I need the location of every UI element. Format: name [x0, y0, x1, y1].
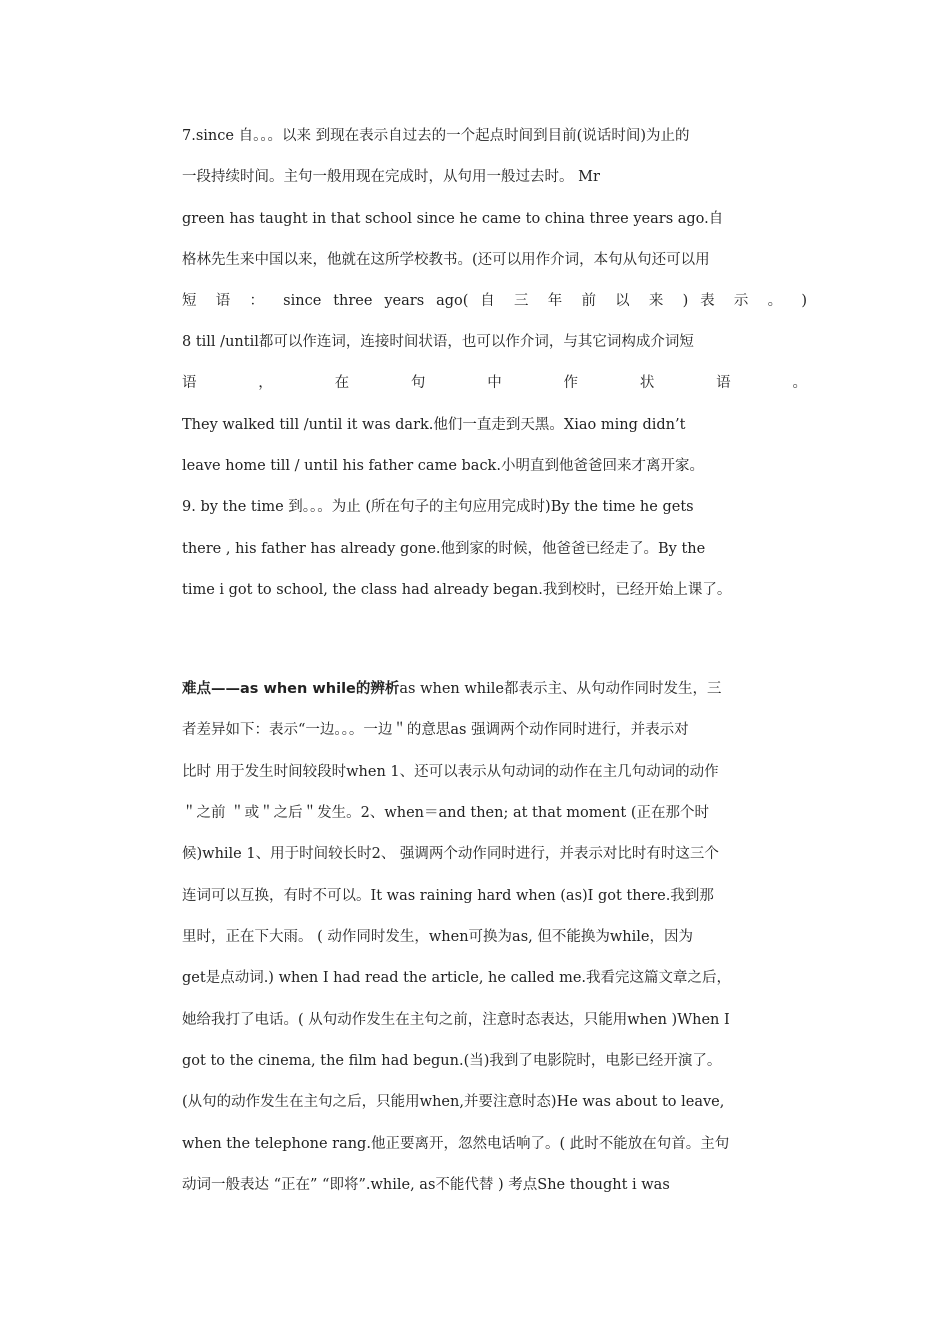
paragraph-line: 连词可以互换，有时不可以。It was raining hard when (as)I got there.我到那 — [182, 888, 714, 904]
paragraph-line: 一段持续时间。主句一般用现在完成时，从句用一般过去时。 Mr — [182, 169, 600, 185]
paragraph-line: there , his father has already gone.他到家的时候，他爸爸已经走了。By the — [182, 541, 706, 557]
paragraph-line: 动词一般表达 “正在” “即将”.while, as不能代替 ) 考点She thought i was — [182, 1177, 670, 1193]
section-heading: 难点——as when while的辨析 — [182, 681, 400, 697]
paragraph-line: green has taught in that school since he came to china three years ago.自 — [182, 211, 724, 227]
paragraph-line: 8 till /until都可以作连词，连接时间状语，也可以作介词，与其它词构成介词短 — [182, 334, 694, 350]
section-heading-line — [182, 674, 807, 704]
paragraph-line: 里时，正在下大雨。 ( 动作同时发生，when可换为as, 但不能换为while，因为 — [182, 929, 693, 945]
paragraph-line: when the telephone rang.他正要离开，忽然电话响了。( 此时不能放在句首。主句 — [182, 1136, 730, 1152]
paragraph-line: 格林先生来中国以来，他就在这所学校教书。(还可以用作介词，本句从句还可以用 — [182, 252, 710, 268]
paragraph-line: 她给我打了电话。( 从句动作发生在主句之前，注意时态表达，只能用when )When I — [182, 1012, 730, 1028]
paragraph-line: 7.since 自。。。以来 到现在表示自过去的一个起点时间到目前(说话时间)为止的 — [182, 128, 690, 144]
paragraph-line: 候)while 1、用于时间较长时2、 强调两个动作同时进行，并表示对比时有时这三个 — [182, 846, 719, 862]
paragraph-line: 短 语 ： since three years ago( 自 三 年 前 以 来 ) 表 示 。 ) — [182, 293, 807, 309]
paragraph-line: leave home till / until his father came back.小明直到他爸爸回来才离开家。 — [182, 458, 704, 474]
paragraph-line: (从句的动作发生在主句之后，只能用when,并要注意时态)He was about to leave, — [182, 1094, 725, 1110]
paragraph-line: ＂之前 ＂或＂之后＂发生。2、when＝and then; at that moment (正在那个时 — [182, 805, 710, 821]
paragraph-line: They walked till /until it was dark.他们一直走到天黑。Xiao ming didn’t — [182, 417, 686, 433]
paragraph-line: 语 ， 在 句 中 作 状 语 。 — [182, 375, 807, 391]
heading-continuation: as when while都表示主、从句动作同时发生，三 — [399, 681, 722, 697]
paragraph-line: 者差异如下：表示“一边。。。一边＂的意思as 强调两个动作同时进行，并表示对 — [182, 722, 689, 738]
paragraph-line: got to the cinema, the film had begun.(当)我到了电影院时，电影已经开演了。 — [182, 1053, 722, 1069]
paragraph-line: time i got to school, the class had already began.我到校时，已经开始上课了。 — [182, 582, 732, 598]
paragraph-line: get是点动词.) when I had read the article, he called me.我看完这篇文章之后， — [182, 970, 732, 986]
paragraph-line: 比时 用于发生时间较段时when 1、还可以表示从句动词的动作在主几句动词的动作 — [182, 764, 719, 780]
paragraph-line: 9. by the time 到。。。为止 (所在句子的主句应用完成时)By the time he gets — [182, 499, 694, 515]
